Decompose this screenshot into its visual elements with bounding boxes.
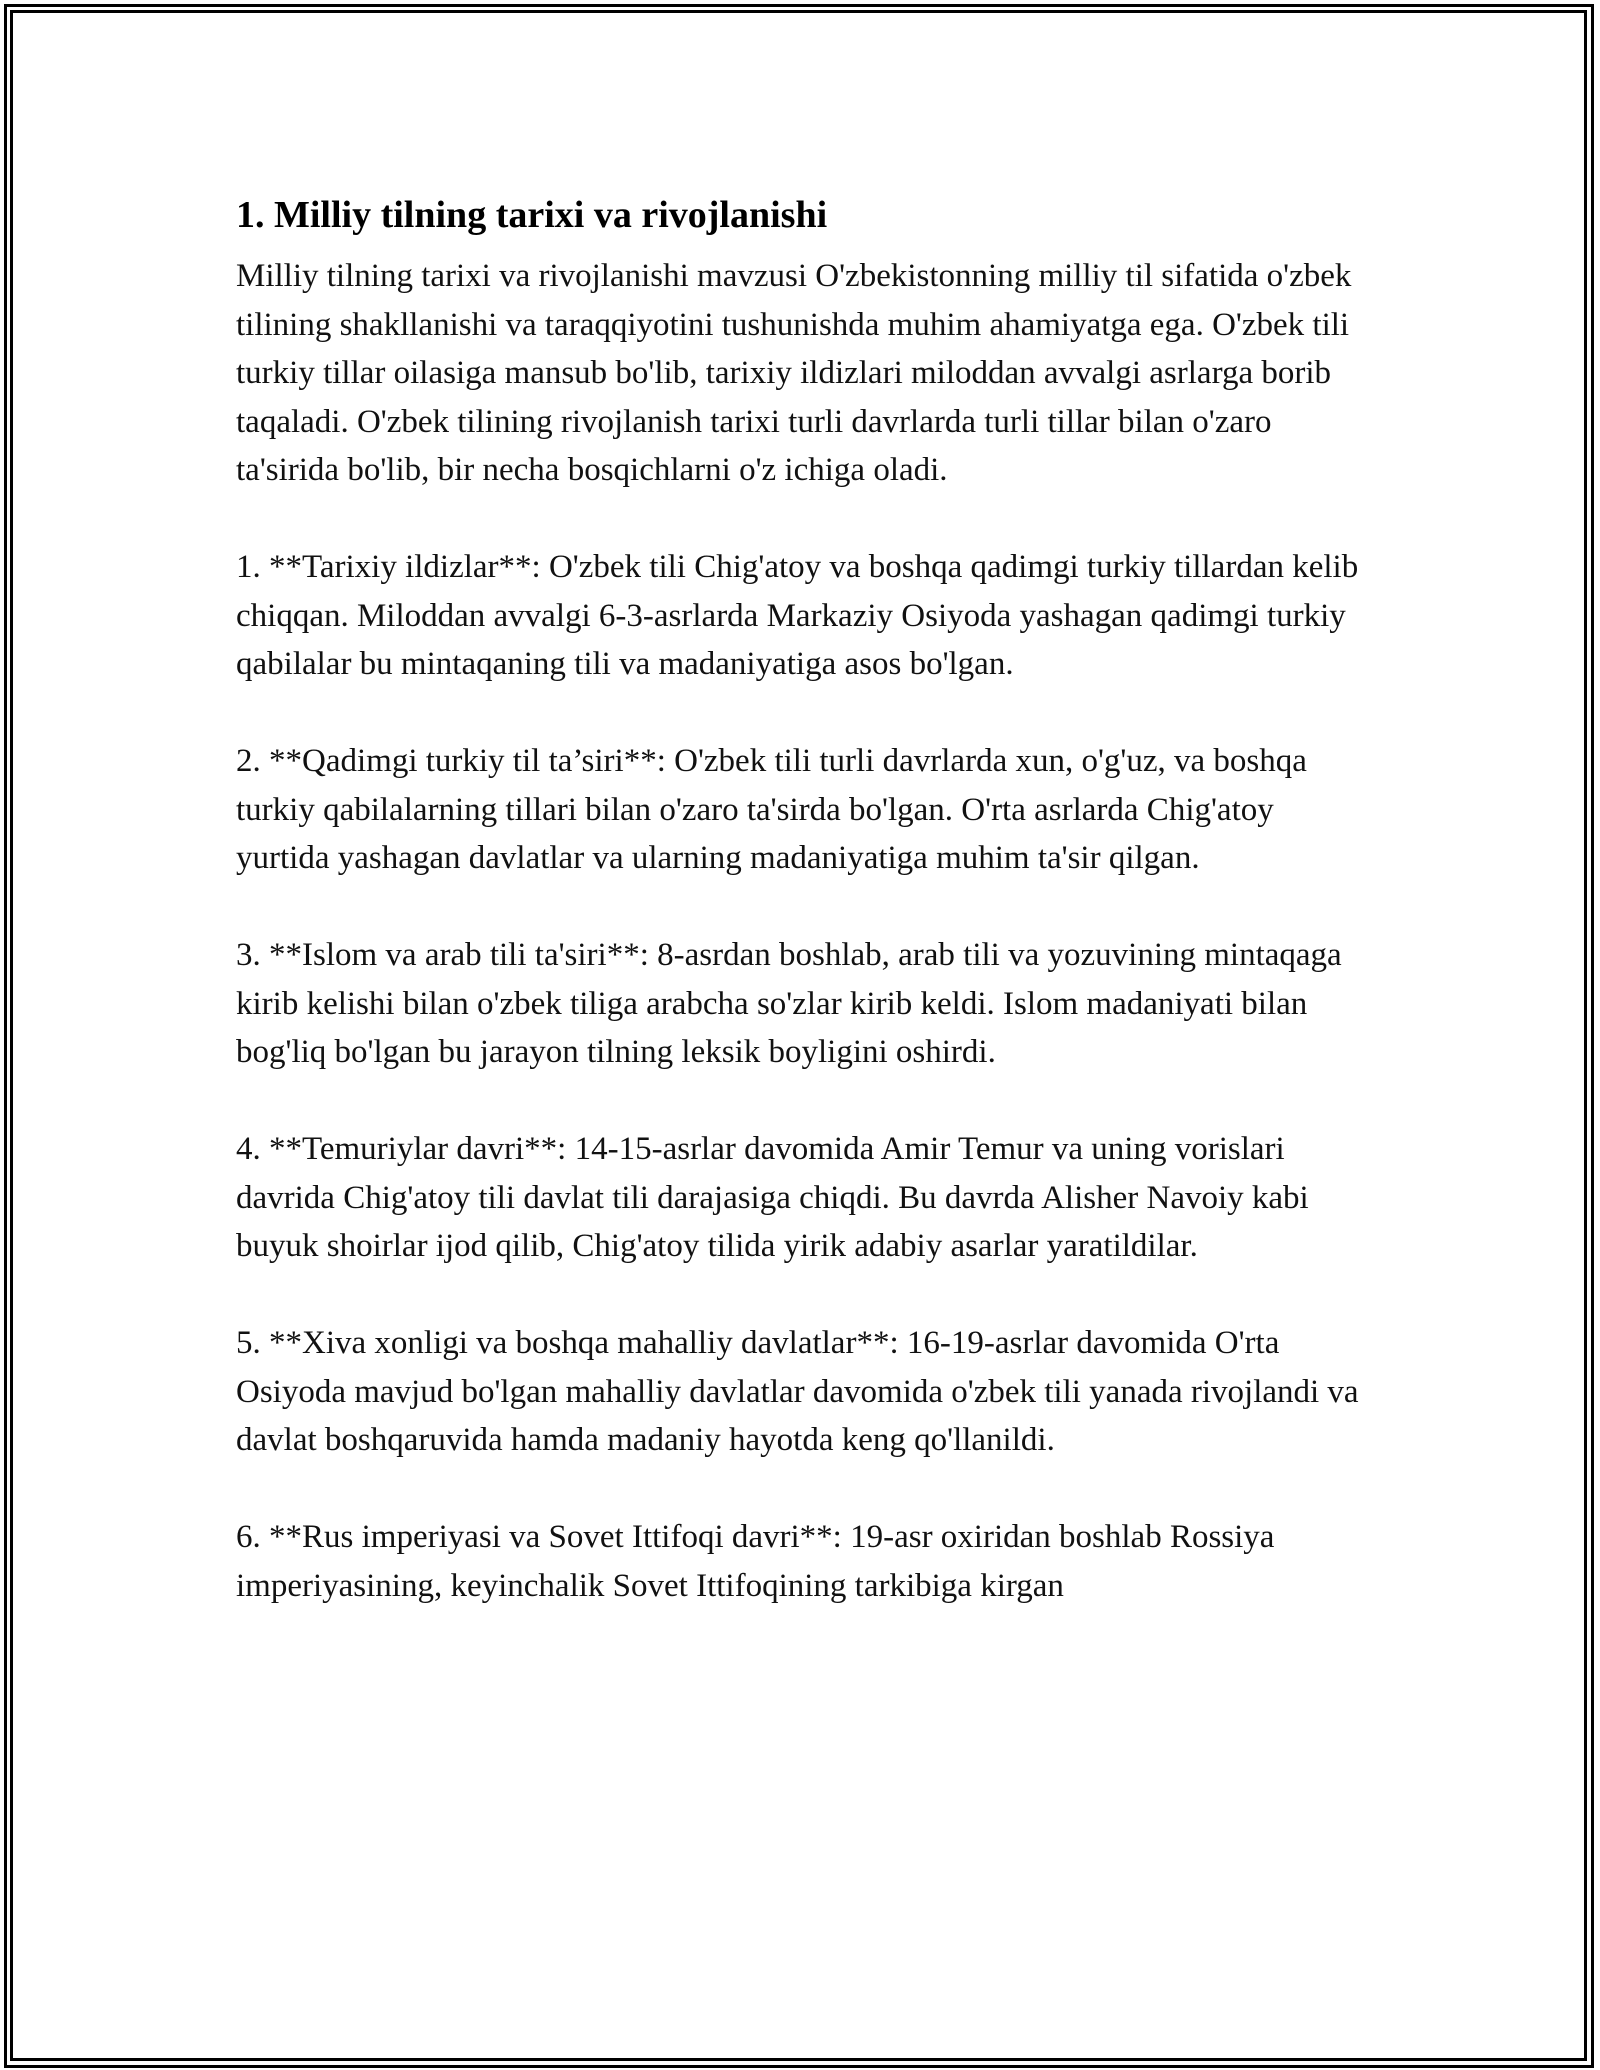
list-item-6: 6. **Rus imperiyasi va Sovet Ittifoqi davri**: 19-asr oxiridan boshlab Rossiya imperiyasining, keyinchalik Sovet Ittifoqining tarkibiga kirgan bbox=[236, 1519, 1275, 1604]
list-item-5: 5. **Xiva xonligi va boshqa mahalliy davlatlar**: 16-19-asrlar davomida O'rta Osiyoda mavjud bo'lgan mahalliy davlatlar davomida o'zbek tili yanada rivojlandi va davlat boshqaruvida hamda madaniy hayotda keng qo'llanildi. bbox=[236, 1325, 1359, 1458]
document-body bbox=[236, 184, 1366, 1610]
section-heading: 1. Milliy tilning tarixi va rivojlanishi bbox=[236, 194, 828, 236]
list-item-4: 4. **Temuriylar davri**: 14-15-asrlar davomida Amir Temur va uning vorislari davrida Chig'atoy tili davlat tili darajasiga chiqdi. Bu davrda Alisher Navoiy kabi buyuk shoirlar ijod qilib, Chig'atoy tilida yirik adabiy asarlar yaratildilar. bbox=[236, 1131, 1309, 1264]
list-item-2: 2. **Qadimgi turkiy til ta’siri**: O'zbek tili turli davrlarda xun, o'g'uz, va boshqa turkiy qabilalarning tillari bilan o'zaro ta'sirda bo'lgan. O'rta asrlarda Chig'atoy yurtida yashagan davlatlar va ularning madaniyatiga muhim ta'sir qilgan. bbox=[236, 743, 1307, 876]
intro-paragraph: Milliy tilning tarixi va rivojlanishi mavzusi O'zbekistonning milliy til sifatida o'zbek tilining shakllanishi va taraqqiyotini tushunishda muhim ahamiyatga ega. O'zbek tili turkiy tillar oilasiga mansub bo'lib, tarixiy ildizlari miloddan avvalgi asrlarga borib taqaladi. O'zbek tilining rivojlanish tarixi turli davrlarda turli tillar bilan o'zaro ta'sirida bo'lib, bir necha bosqichlarni o'z ichiga oladi. bbox=[236, 258, 1352, 488]
list-item-1: 1. **Tarixiy ildizlar**: O'zbek tili Chig'atoy va boshqa qadimgi turkiy tillardan kelib chiqqan. Miloddan avvalgi 6-3-asrlarda Markaziy Osiyoda yashagan qadimgi turkiy qabilalar bu mintaqaning tili va madaniyatiga asos bo'lgan. bbox=[236, 549, 1359, 682]
list-item-3: 3. **Islom va arab tili ta'siri**: 8-asrdan boshlab, arab tili va yozuvining mintaqaga kirib kelishi bilan o'zbek tiliga arabcha so'zlar kirib keldi. Islom madaniyati bilan bog'liq bo'lgan bu jarayon tilning leksik boyligini oshirdi. bbox=[236, 937, 1342, 1070]
